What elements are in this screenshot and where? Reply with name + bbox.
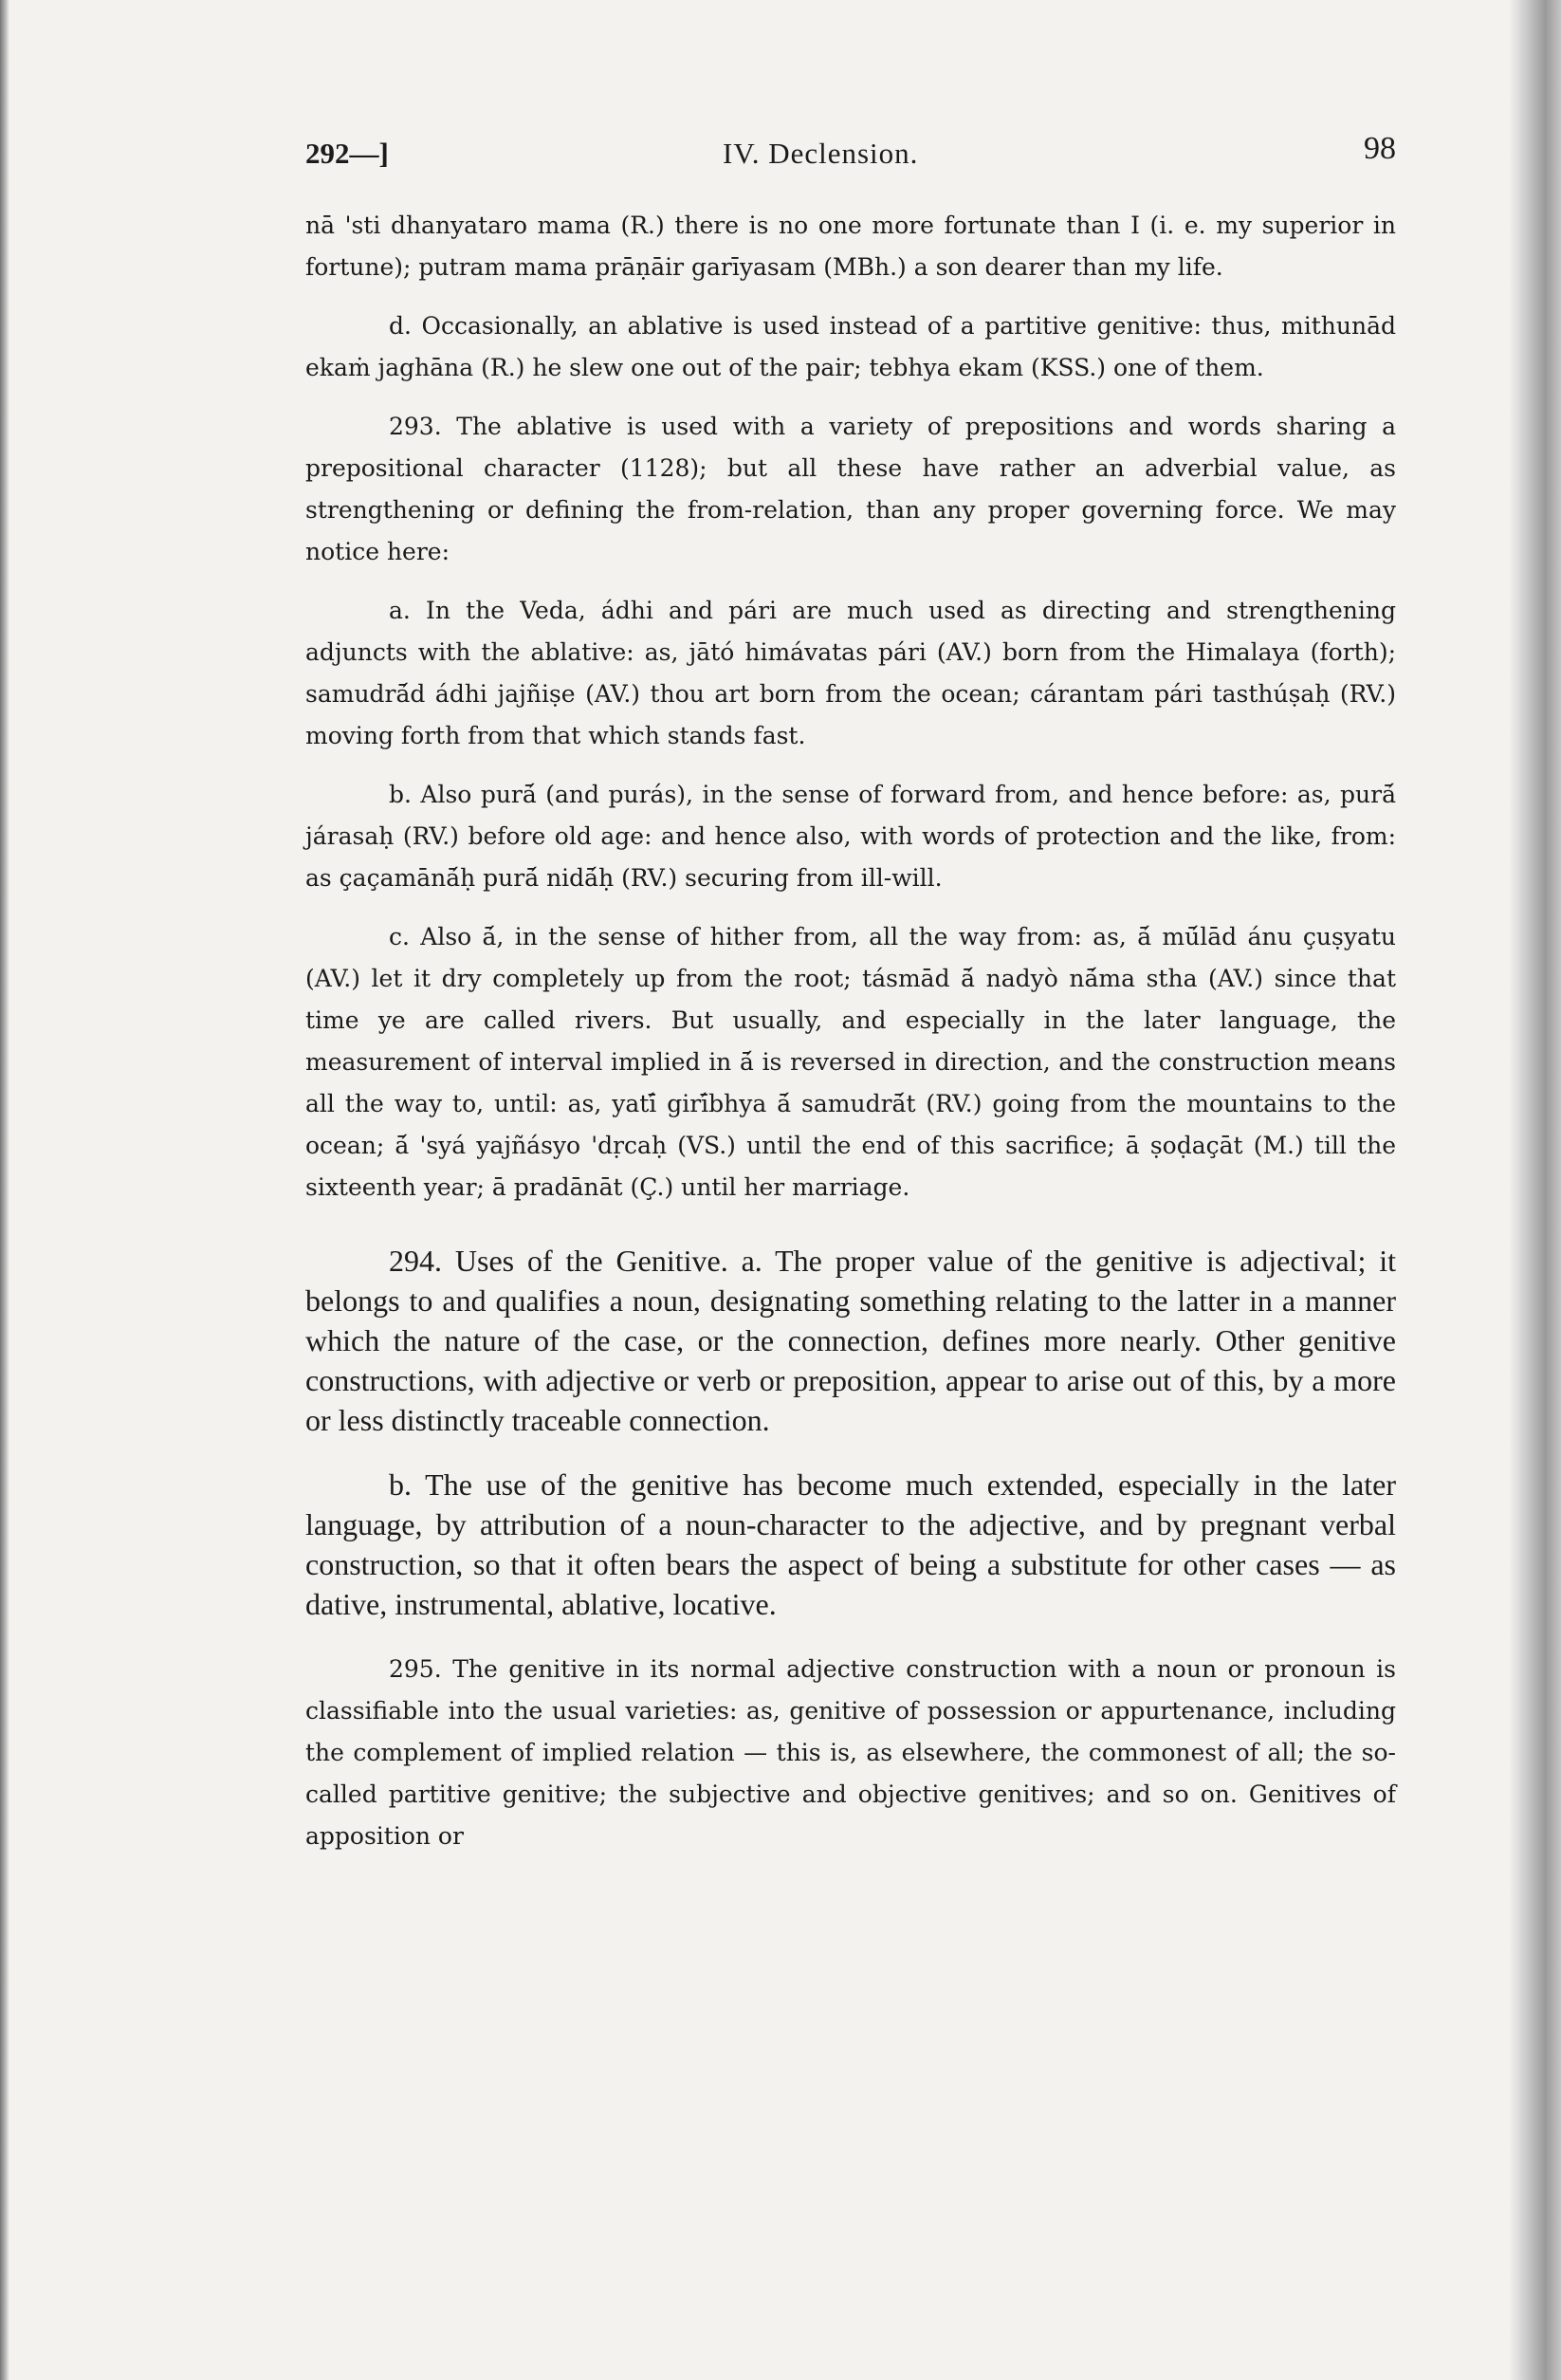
paragraph-293c: c. Also ā́, in the sense of hither from, all the way from: as, ā́ mū́lād ánu çuṣyatu (AV.) let it dry completely up from the root; tásmād ā́ nadyò nā́ma stha (AV.) since that time ye are called rivers. But usually, and especially in the later language, the measurement of interval implied in ā́ is reversed in direction, and the construction means all the way to, until: as, yatī́ girī́bhya ā́ samudrā́t (RV.) going from the mountains to the ocean; ā́ 'syá yajñásyo 'dṛcaḥ (VS.) until the end of this sacrifice; ā ṣoḍaçāt (M.) till the sixteenth year; ā pradānāt (Ç.) until her marriage. — [305, 923, 1396, 1201]
section-range: 292—] — [305, 137, 389, 170]
paragraph-293b: b. Also purā́ (and purás), in the sense of forward from, and hence before: as, purā́ járasaḥ (RV.) before old age: and hence also, with words of protection and the like, from: as çaçamānā́ḥ purā́ nidā́ḥ (RV.) securing from ill-will. — [305, 781, 1396, 892]
running-header — [305, 123, 1396, 180]
paragraph-292d: d. Occasionally, an ablative is used instead of a partitive genitive: thus, mithunād ekaṁ jaghāna (R.) he slew one out of the pair; tebhya ekam (KSS.) one of them. — [305, 312, 1396, 381]
paragraph-294b: b. The use of the genitive has become much extended, especially in the later language, by attribution of a noun-character to the adjective, and by pregnant verbal construction, so that it often bears the aspect of being a substitute for other cases — as dative, instrumental, ablative, locative. — [305, 1467, 1396, 1621]
paragraph-295: 295. The genitive in its normal adjective construction with a noun or pronoun is classifiable into the usual varieties: as, genitive of possession or appurtenance, including the complement of implied relation — this is, as elsewhere, the commonest of all; the so-called partitive genitive; the subjective and objective genitives; and so on. Genitives of apposition or — [305, 1655, 1396, 1850]
paragraph-293a: a. In the Veda, ádhi and pári are much used as directing and strengthening adjuncts with the ablative: as, jātó himávatas pári (AV.) born from the Himalaya (forth); samudrā́d ádhi jajñiṣe (AV.) thou art born from the ocean; cárantam pári tasthúṣaḥ (RV.) moving forth from that which stands fast. — [305, 597, 1396, 749]
scan-edge-left — [0, 0, 9, 2380]
paragraph-294a: 294. Uses of the Genitive. a. The proper value of the genitive is adjectival; it belongs to and qualifies a noun, designating something relating to the latter in a manner which the nature of the case, or the connection, defines more nearly. Other genitive constructions, with adjective or verb or preposition, appear to arise out of this, by a more or less distinctly traceable connection. — [305, 1244, 1396, 1437]
book-page — [305, 123, 1396, 1857]
paragraph-continuation: nā 'sti dhanyataro mama (R.) there is no one more fortunate than I (i. e. my superior in fortune); putram mama prāṇāir garīyasam (MBh.) a son dearer than my life. — [305, 212, 1396, 281]
page-number: 98 — [1364, 131, 1396, 166]
chapter-title: IV. Declension. — [723, 137, 919, 170]
paragraph-293: 293. The ablative is used with a variety of prepositions and words sharing a prepositional character (1128); but all these have rather an adverbial value, as strengthening or defining the from-relation, than any proper governing force. We may notice here: — [305, 413, 1396, 565]
scan-edge-right — [1509, 0, 1561, 2380]
